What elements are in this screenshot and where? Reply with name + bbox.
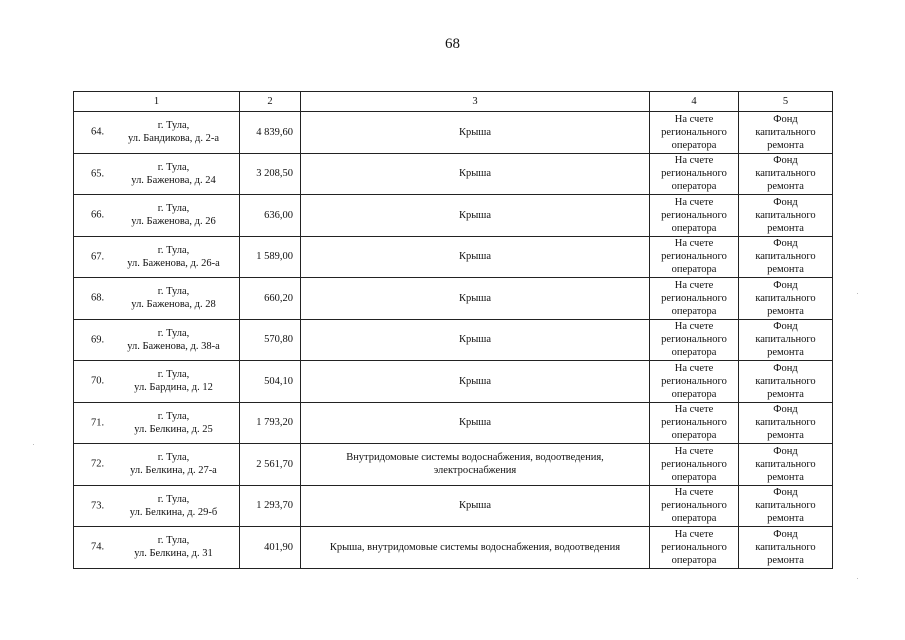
account-cell — [650, 485, 739, 527]
work-type: Крыша — [301, 153, 650, 195]
fund-line: капитального — [755, 251, 816, 263]
fund-line: Фонд — [773, 113, 798, 125]
fund-line: Фонд — [773, 238, 798, 250]
fund-line: ремонта — [767, 181, 804, 193]
fund-cell — [739, 319, 833, 361]
row-number: 64. — [91, 126, 105, 138]
account-line: На счете — [674, 487, 714, 499]
area-value: 636,00 — [240, 195, 301, 237]
address-city: г. Тула, — [157, 244, 190, 256]
address-city: г. Тула, — [157, 410, 190, 422]
scan-speck — [33, 444, 34, 445]
fund-line: Фонд — [773, 445, 798, 457]
address-city: г. Тула, — [157, 161, 190, 173]
account-line: На счете — [674, 113, 714, 125]
fund-line: ремонта — [767, 554, 804, 566]
account-line: оператора — [671, 554, 717, 566]
fund-line: Фонд — [773, 528, 798, 540]
area-value: 401,90 — [240, 527, 301, 569]
address-cell — [74, 112, 240, 154]
area-value: 1 293,70 — [240, 485, 301, 527]
table-row — [74, 153, 833, 195]
fund-cell — [739, 402, 833, 444]
account-line: На счете — [674, 238, 714, 250]
address-city: г. Тула, — [157, 203, 190, 215]
table-row — [74, 236, 833, 278]
address-street: ул. Белкина, д. 27-а — [130, 465, 217, 477]
row-number: 70. — [91, 375, 105, 387]
account-line: оператора — [671, 181, 717, 193]
table-row — [74, 195, 833, 237]
fund-line: Фонд — [773, 362, 798, 374]
account-line: регионального — [661, 458, 727, 470]
fund-line: капитального — [755, 209, 816, 221]
repair-table — [73, 91, 833, 569]
fund-cell — [739, 485, 833, 527]
scan-speck — [857, 578, 858, 579]
account-line: оператора — [671, 471, 717, 483]
fund-line: капитального — [755, 168, 816, 180]
account-cell — [650, 236, 739, 278]
table-header-row — [74, 92, 833, 112]
account-line: оператора — [671, 222, 717, 234]
table-row — [74, 112, 833, 154]
account-cell — [650, 527, 739, 569]
account-line: регионального — [661, 375, 727, 387]
address-street: ул. Баженова, д. 26 — [131, 216, 216, 228]
fund-cell — [739, 361, 833, 403]
row-number: 68. — [91, 292, 105, 304]
address-city: г. Тула, — [157, 120, 190, 132]
account-line: оператора — [671, 388, 717, 400]
account-cell — [650, 112, 739, 154]
account-line: регионального — [661, 417, 727, 429]
fund-line: ремонта — [767, 388, 804, 400]
work-type: Крыша — [301, 485, 650, 527]
table-row — [74, 402, 833, 444]
table-row — [74, 485, 833, 527]
column-header: 1 — [74, 92, 240, 112]
work-type: Крыша — [301, 319, 650, 361]
address-cell — [74, 402, 240, 444]
account-line: регионального — [661, 292, 727, 304]
account-line: оператора — [671, 430, 717, 442]
work-type: Внутридомовые системы водоснабжения, водоотведения, электроснабжения — [301, 444, 650, 486]
fund-line: ремонта — [767, 513, 804, 525]
account-cell — [650, 402, 739, 444]
fund-cell — [739, 153, 833, 195]
address-street: ул. Белкина, д. 29-б — [129, 506, 218, 518]
address-city: г. Тула, — [157, 452, 190, 464]
fund-cell — [739, 527, 833, 569]
address-street: ул. Баженова, д. 24 — [131, 174, 216, 186]
area-value: 3 208,50 — [240, 153, 301, 195]
account-line: оператора — [671, 305, 717, 317]
fund-line: Фонд — [773, 196, 798, 208]
address-street: ул. Белкина, д. 25 — [134, 423, 213, 435]
area-value: 504,10 — [240, 361, 301, 403]
column-header: 3 — [301, 92, 650, 112]
fund-line: капитального — [755, 334, 816, 346]
account-line: оператора — [671, 513, 717, 525]
address-cell — [74, 236, 240, 278]
account-line: На счете — [674, 362, 714, 374]
account-line: На счете — [674, 321, 714, 333]
fund-line: ремонта — [767, 347, 804, 359]
account-line: На счете — [674, 155, 714, 167]
table-row — [74, 361, 833, 403]
account-cell — [650, 195, 739, 237]
area-value: 4 839,60 — [240, 112, 301, 154]
address-street: ул. Баженова, д. 28 — [131, 299, 216, 311]
account-line: На счете — [674, 196, 714, 208]
work-type: Крыша — [301, 236, 650, 278]
page-number: 68 — [445, 36, 460, 52]
area-value: 1 793,20 — [240, 402, 301, 444]
address-city: г. Тула, — [157, 493, 190, 505]
fund-cell — [739, 444, 833, 486]
row-number: 71. — [91, 417, 105, 429]
area-value: 570,80 — [240, 319, 301, 361]
fund-cell — [739, 236, 833, 278]
address-cell — [74, 527, 240, 569]
work-type: Крыша — [301, 278, 650, 320]
address-city: г. Тула, — [157, 286, 190, 298]
column-header: 2 — [240, 92, 301, 112]
table-body — [74, 112, 833, 569]
area-value: 2 561,70 — [240, 444, 301, 486]
address-cell — [74, 444, 240, 486]
fund-line: Фонд — [773, 404, 798, 416]
account-cell — [650, 361, 739, 403]
fund-cell — [739, 112, 833, 154]
address-cell — [74, 195, 240, 237]
fund-line: капитального — [755, 500, 816, 512]
fund-line: ремонта — [767, 139, 804, 151]
work-type: Крыша — [301, 112, 650, 154]
fund-cell — [739, 278, 833, 320]
account-line: На счете — [674, 445, 714, 457]
area-value: 1 589,00 — [240, 236, 301, 278]
account-cell — [650, 444, 739, 486]
address-cell — [74, 153, 240, 195]
row-number: 72. — [91, 458, 105, 470]
account-line: оператора — [671, 264, 717, 276]
table-row — [74, 444, 833, 486]
table-row — [74, 278, 833, 320]
account-cell — [650, 319, 739, 361]
account-line: оператора — [671, 139, 717, 151]
account-line: регионального — [661, 168, 727, 180]
address-street: ул. Баженова, д. 38-а — [127, 340, 220, 352]
area-value: 660,20 — [240, 278, 301, 320]
account-cell — [650, 278, 739, 320]
account-line: регионального — [661, 541, 727, 553]
account-line: На счете — [674, 279, 714, 291]
fund-cell — [739, 195, 833, 237]
address-cell — [74, 278, 240, 320]
account-line: регионального — [661, 500, 727, 512]
work-type: Крыша — [301, 195, 650, 237]
work-type: Крыша — [301, 402, 650, 444]
address-street: ул. Бандикова, д. 2-а — [127, 133, 220, 145]
fund-line: Фонд — [773, 279, 798, 291]
scan-speck — [857, 293, 858, 294]
table-row — [74, 319, 833, 361]
address-city: г. Тула, — [157, 369, 190, 381]
fund-line: ремонта — [767, 222, 804, 234]
fund-line: Фонд — [773, 321, 798, 333]
fund-line: ремонта — [767, 305, 804, 317]
account-line: регионального — [661, 209, 727, 221]
row-number: 74. — [91, 541, 105, 553]
account-line: На счете — [674, 404, 714, 416]
column-header: 4 — [650, 92, 739, 112]
account-cell — [650, 153, 739, 195]
address-street: ул. Белкина, д. 31 — [134, 548, 213, 560]
address-street: ул. Баженова, д. 26-а — [127, 257, 220, 269]
fund-line: ремонта — [767, 264, 804, 276]
row-number: 73. — [91, 500, 105, 512]
fund-line: ремонта — [767, 430, 804, 442]
fund-line: Фонд — [773, 155, 798, 167]
row-number: 66. — [91, 209, 105, 221]
account-line: оператора — [671, 347, 717, 359]
account-line: регионального — [661, 126, 727, 138]
table-row — [74, 527, 833, 569]
fund-line: капитального — [755, 541, 816, 553]
work-type: Крыша — [301, 361, 650, 403]
fund-line: капитального — [755, 292, 816, 304]
work-type: Крыша, внутридомовые системы водоснабжения, водоотведения — [301, 527, 650, 569]
address-cell — [74, 361, 240, 403]
fund-line: капитального — [755, 417, 816, 429]
address-city: г. Тула, — [157, 327, 190, 339]
fund-line: ремонта — [767, 471, 804, 483]
row-number: 67. — [91, 251, 105, 263]
fund-line: капитального — [755, 375, 816, 387]
address-cell — [74, 485, 240, 527]
address-cell — [74, 319, 240, 361]
column-header: 5 — [739, 92, 833, 112]
account-line: регионального — [661, 334, 727, 346]
account-line: регионального — [661, 251, 727, 263]
account-line: На счете — [674, 528, 714, 540]
address-city: г. Тула, — [157, 535, 190, 547]
fund-line: Фонд — [773, 487, 798, 499]
fund-line: капитального — [755, 458, 816, 470]
row-number: 65. — [91, 168, 105, 180]
row-number: 69. — [91, 334, 105, 346]
fund-line: капитального — [755, 126, 816, 138]
address-street: ул. Бардина, д. 12 — [134, 382, 213, 394]
